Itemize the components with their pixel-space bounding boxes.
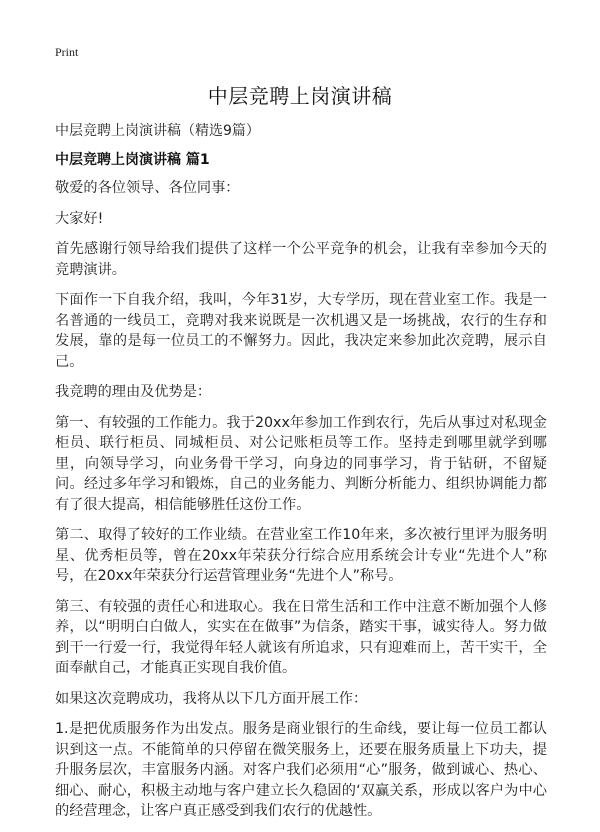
paragraph-plan-1: 1.是把优质服务作为出发点。服务是商业银行的生命线，要让每一位员工都认识到这一点。不能简单的只停留在微笑服务上，还要在服务质量上下功夫，提升服务层次，丰富服务内涵。对客户我们必须用“心”服务，做到诚心、热心、细心、耐心，积极主动地与客户建立长久稳固的‘双赢关系，形成以客户为中心的经营理念，让客户真正感受到我们农行的优越性。 [55,721,547,819]
print-label: Print [55,45,79,59]
document-body [55,178,547,832]
paragraph-reasons-heading: 我竞聘的理由及优势是： [55,384,212,400]
paragraph-reason-1: 第一、有较强的工作能力。我于20xx年参加工作到农行，先后从事过对私现金柜员、联行柜员、同城柜员、对公记账柜员等工作。坚持走到哪里就学到哪里，向领导学习，向业务骨干学习，向身边的同事学习，肯于钻研，不留疑问。经过多年学习和锻炼，自己的业务能力、判断分析能力、组织协调能力都有了很大提高，相信能够胜任这份工作。 [55,414,547,513]
section-heading: 中层竞聘上岗演讲稿 篇1 [55,152,210,168]
paragraph-introduction: 下面作一下自我介绍，我叫，今年31岁，大专学历，现在营业室工作。我是一名普通的一线员工，竞聘对我来说既是一次机遇又是一场挑战，农行的生存和发展，靠的是每一位员工的不懈努力。因此，我决定来参加此次竞聘，展示自己。 [55,292,547,370]
paragraph-reason-3: 第三、有较强的责任心和进取心。我在日常生活和工作中注意不断加强个人修养，以“明明白白做人，实实在在做事”为信条，踏实干事，诚实待人。努力做到干一行爱一行，我觉得年轻人就该有所追求，只有迎难而上，苦干实干，全面奉献自己，才能真正实现自我价值。 [55,598,547,676]
paragraph-thanks: 首先感谢行领导给我们提供了这样一个公平竞争的机会，让我有幸参加今天的竞聘演讲。 [55,241,547,278]
document-title: 中层竞聘上岗演讲稿 [207,84,393,108]
paragraph-reason-2: 第二、取得了较好的工作业绩。在营业室工作10年来，多次被行里评为服务明星、优秀柜员等，曾在20xx年荣获分行综合应用系统会计专业“先进个人”称号，在20xx年荣获分行运营管理业务“先进个人”称号。 [55,527,547,584]
paragraph-hello: 大家好! [55,210,104,227]
document-subtitle: 中层竞聘上岗演讲稿（精选9篇） [55,123,260,139]
paragraph-greeting: 敬爱的各位领导、各位同事： [55,180,240,196]
paragraph-plan-heading: 如果这次竞聘成功，我将从以下几方面开展工作： [55,690,368,707]
